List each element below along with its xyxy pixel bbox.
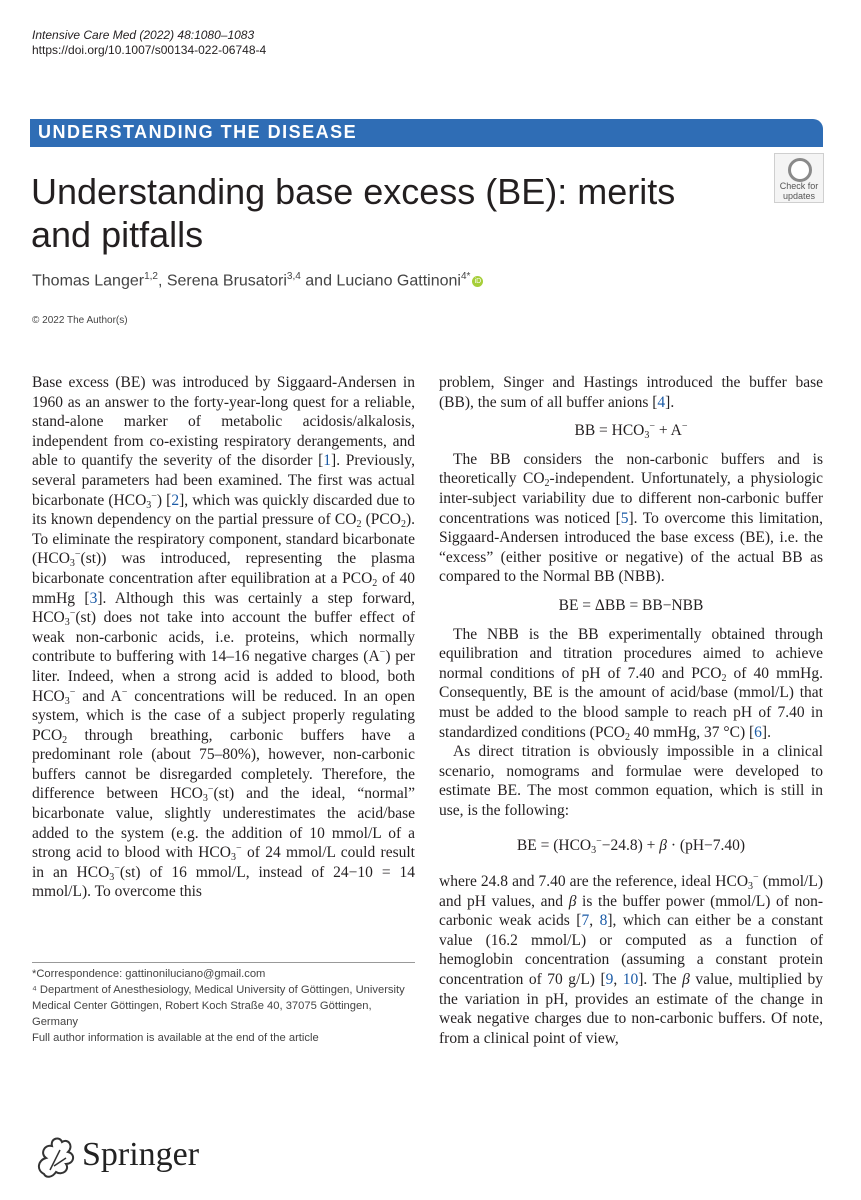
doi-link[interactable]: https://doi.org/10.1007/s00134-022-06748-4 [32, 43, 267, 57]
author-name[interactable]: Serena Brusatori [166, 272, 287, 290]
body-column-right [439, 373, 823, 1048]
author-info-note: Full author information is available at the end of the article [32, 1032, 319, 1044]
footnotes [32, 966, 415, 1046]
correspondence-note[interactable]: *Correspondence: gattinoniluciano@gmail.com [32, 968, 266, 980]
copyright-notice: © 2022 The Author(s) [32, 315, 128, 326]
affiliation-note: ⁴ Department of Anesthesiology, Medical University of Göttingen, University Medical Center Göttingen, Robert Koch Straße 40, 37075 Göttingen, Germany [32, 984, 405, 1028]
paragraph: Base excess (BE) was introduced by Siggaard-Andersen in 1960 as an answer to the forty-year-long quest for a reliable, stand-alone marker of metabolic acidosis/alkalosis, independent from co-existing respiratory derangements, and able to quantify the severity of the disorder [1]. Previously, several parameters had been examined. The first was actual bicarbonate $(HCO_3^-)$ [2], which was quickly discarded due to its known dependency on the partial pressure of $CO_2$ $(PCO_2)$. To eliminate the respiratory component, standard bicarbonate $(HCO_3^-(st))$ was introduced, representing the plasma bicarbonate concentration after equilibration at a $PCO_2$ of 40 mmHg [3]. Although this was certainly a step forward, $HCO_3^-(st)$ does not take into account the buffer effect of weak non-carbonic acids, i.e. proteins, which normally contribute to buffering with 14–16 negative charges (A−) per liter. Indeed, when a strong acid is added to blood, both $HCO_3^-$ and A− concentrations will be reduced. In an open system, which is the case of a subject properly regulating $PCO_2$ through breathing, carbonic buffers have a predominant role (about 75–80%), however, non-carbonic buffers cannot be disregarded completely. Therefore, the difference between $HCO_3^-(st)$ and the ideal, “normal” bicarbonate value, slightly underestimates the acid/base added to the system (e.g. the addition of 10 mmol/L of a strong acid to blood with $HCO_3^-$ of 24 mmol/L could result in an $HCO_3^-(st)$ of 16 mmol/L, instead of 24−10 = 14 mmol/L). To overcome this [32, 374, 416, 901]
section-banner [30, 119, 823, 147]
section-banner-label: UNDERSTANDING THE DISEASE [38, 122, 358, 142]
author-name[interactable]: Thomas Langer [32, 272, 145, 290]
article-title: Understanding base excess (BE): merits and pitfalls [31, 171, 676, 255]
paragraph: The BB considers the non-carbonic buffers and is theoretically $CO_2$-independent. Unfortunately, a physiologic inter-subject variability due to different non-carbonic buffer concentrations was noticed [5]. To overcome this limitation, Siggaard-Andersen introduced the base excess (BE), i.e. the “excess” (either positive or negative) of the actual BB as compared to the Normal BB (NBB). [439, 450, 823, 586]
check-for-updates-badge[interactable] [774, 153, 824, 203]
paragraph: As direct titration is obviously impossible in a clinical scenario, nomograms and formulae were developed to estimate BE. The most common equation, which is still in use, is the following: [439, 743, 823, 819]
paragraph: where 24.8 and 7.40 are the reference, ideal $HCO_3^-$ (mmol/L) and pH values, and β is the buffer power (mmol/L) of non-carbonic weak acids [7, 8], which can either be a constant value (16.2 mmol/L) or computed as a function of hemoglobin concentration (assuming a constant protein concentration of 70 g/L) [9, 10]. The β value, multiplied by the variation in pH, provides an estimate of the change in weak negative charges due to non-carbonic buffers. Of note, from a clinical point of view, [439, 872, 824, 1047]
springer-wordmark: Springer [82, 1136, 200, 1173]
equation: BE = ΔBB = BB−NBB [558, 596, 704, 614]
equation: BE = $(HCO_3^--24.8) + \beta \cdot (pH-7.40)$ [516, 836, 746, 857]
paragraph: problem, Singer and Hastings introduced the buffer base (BB), the sum of all buffer anions [4]. [439, 374, 823, 411]
footnote-divider [32, 962, 415, 963]
check-updates-icon [788, 158, 812, 182]
author-list: Thomas Langer$^{1,2}$, Serena Brusatori$^{3,4}$ and Luciano Gattinoni$^{4*}$ iD [32, 266, 483, 292]
check-updates-label: Check for updates [779, 181, 819, 201]
author-name[interactable]: Luciano Gattinoni [336, 272, 461, 290]
paragraph: The NBB is the BB experimentally obtained through equilibration and titration procedures aimed to achieve normal conditions of pH of 7.40 and $PCO_2$ of 40 mmHg. Consequently, BE is the amount of acid/base (mmol/L) that must be added to the blood sample to reach pH of 7.40 in standardized conditions ($PCO_2$ 40 mmHg, 37 °C) [6]. [439, 625, 824, 743]
body-column-left [32, 373, 415, 902]
orcid-icon[interactable]: iD [472, 276, 483, 287]
equation: BB = $HCO_3^- + A^-$ [574, 421, 688, 442]
journal-citation: Intensive Care Med (2022) 48:1080–1083 [32, 28, 255, 42]
